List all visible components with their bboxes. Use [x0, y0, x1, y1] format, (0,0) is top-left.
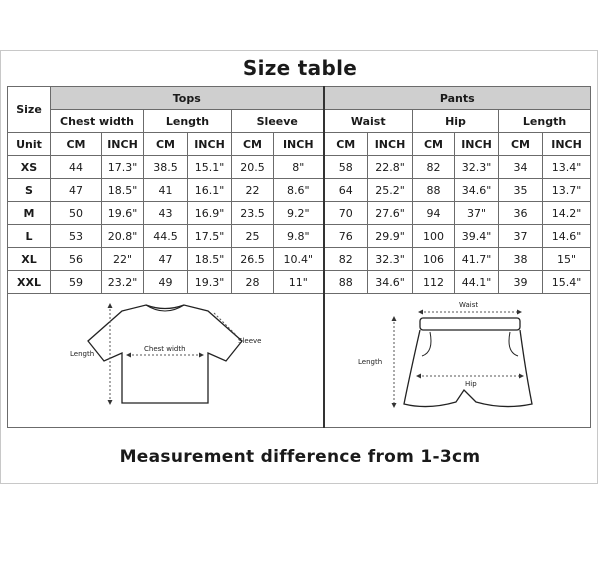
size-row-xl	[8, 248, 591, 271]
value-cell: 34.6"	[368, 271, 413, 294]
size-label: L	[8, 225, 51, 248]
pants-header: Pants	[324, 87, 591, 110]
value-cell: 53	[51, 225, 102, 248]
value-cell: 41.7"	[455, 248, 499, 271]
value-cell: 38.5	[144, 156, 188, 179]
value-cell: 29.9"	[368, 225, 413, 248]
value-cell: 20.8"	[102, 225, 144, 248]
value-cell: 27.6"	[368, 202, 413, 225]
value-cell: 47	[51, 179, 102, 202]
hip-header: Hip	[413, 110, 499, 133]
group-header-row	[8, 87, 591, 110]
value-cell: 22	[232, 179, 274, 202]
value-cell: 39	[499, 271, 543, 294]
value-cell: 82	[413, 156, 455, 179]
unit-cell: CM	[144, 133, 188, 156]
value-cell: 14.6"	[543, 225, 591, 248]
waistband	[420, 318, 520, 330]
unit-cell: INCH	[274, 133, 324, 156]
unit-cell: CM	[51, 133, 102, 156]
unit-cell: INCH	[102, 133, 144, 156]
value-cell: 19.3"	[188, 271, 232, 294]
hip-label: Hip	[465, 380, 477, 388]
value-cell: 106	[413, 248, 455, 271]
value-cell: 15.4"	[543, 271, 591, 294]
tops-length-header: Length	[144, 110, 232, 133]
value-cell: 34.6"	[455, 179, 499, 202]
unit-row	[8, 133, 591, 156]
value-cell: 82	[324, 248, 368, 271]
sleeve-label: Sleeve	[238, 336, 262, 345]
size-row-s	[8, 179, 591, 202]
size-header: Size	[8, 87, 51, 133]
pants-length-header: Length	[499, 110, 591, 133]
size-row-xxl	[8, 271, 591, 294]
value-cell: 43	[144, 202, 188, 225]
value-cell: 35	[499, 179, 543, 202]
value-cell: 88	[413, 179, 455, 202]
size-label: S	[8, 179, 51, 202]
unit-cell: INCH	[543, 133, 591, 156]
value-cell: 50	[51, 202, 102, 225]
value-cell: 28	[232, 271, 274, 294]
unit-cell: CM	[499, 133, 543, 156]
size-rows	[8, 156, 591, 294]
value-cell: 25.2"	[368, 179, 413, 202]
value-cell: 17.3"	[102, 156, 144, 179]
right-pocket	[509, 332, 518, 356]
size-label: XXL	[8, 271, 51, 294]
value-cell: 49	[144, 271, 188, 294]
value-cell: 13.7"	[543, 179, 591, 202]
value-cell: 16.1"	[188, 179, 232, 202]
value-cell: 8"	[274, 156, 324, 179]
value-cell: 37"	[455, 202, 499, 225]
unit-cell: CM	[232, 133, 274, 156]
page-title: Size table	[242, 56, 358, 80]
value-cell: 38	[499, 248, 543, 271]
crop-top-outline	[88, 305, 242, 403]
value-cell: 11"	[274, 271, 324, 294]
value-cell: 9.2"	[274, 202, 324, 225]
size-row-m	[8, 202, 591, 225]
value-cell: 19.6"	[102, 202, 144, 225]
size-row-xs	[8, 156, 591, 179]
value-cell: 44.1"	[455, 271, 499, 294]
value-cell: 36	[499, 202, 543, 225]
tops-diagram-cell	[8, 294, 324, 428]
value-cell: 44	[51, 156, 102, 179]
value-cell: 88	[324, 271, 368, 294]
value-cell: 17.5"	[188, 225, 232, 248]
value-cell: 32.3"	[455, 156, 499, 179]
value-cell: 25	[232, 225, 274, 248]
value-cell: 41	[144, 179, 188, 202]
size-label: XL	[8, 248, 51, 271]
value-cell: 39.4"	[455, 225, 499, 248]
value-cell: 9.8"	[274, 225, 324, 248]
value-cell: 18.5"	[102, 179, 144, 202]
value-cell: 44.5	[144, 225, 188, 248]
value-cell: 37	[499, 225, 543, 248]
unit-cell: CM	[413, 133, 455, 156]
value-cell: 15.1"	[188, 156, 232, 179]
unit-cell: CM	[324, 133, 368, 156]
value-cell: 94	[413, 202, 455, 225]
value-cell: 16.9"	[188, 202, 232, 225]
value-cell: 13.4"	[543, 156, 591, 179]
value-cell: 32.3"	[368, 248, 413, 271]
shorts-outline	[404, 330, 532, 407]
sleeve-header: Sleeve	[232, 110, 324, 133]
diagram-row	[8, 294, 591, 428]
value-cell: 26.5	[232, 248, 274, 271]
pants-diagram-cell	[324, 294, 591, 428]
measure-header-row	[8, 110, 591, 133]
waist-header: Waist	[324, 110, 413, 133]
chest-width-header: Chest width	[51, 110, 144, 133]
size-label: M	[8, 202, 51, 225]
value-cell: 8.6"	[274, 179, 324, 202]
size-row-l	[8, 225, 591, 248]
value-cell: 58	[324, 156, 368, 179]
unit-cell: INCH	[368, 133, 413, 156]
unit-cell: INCH	[188, 133, 232, 156]
value-cell: 10.4"	[274, 248, 324, 271]
value-cell: 20.5	[232, 156, 274, 179]
waist-label: Waist	[459, 301, 479, 309]
value-cell: 76	[324, 225, 368, 248]
chest-width-label: Chest width	[144, 344, 186, 353]
value-cell: 22"	[102, 248, 144, 271]
unit-header: Unit	[8, 133, 51, 156]
value-cell: 59	[51, 271, 102, 294]
tops-length-label: Length	[70, 349, 95, 358]
pants-length-label: Length	[358, 358, 383, 366]
value-cell: 64	[324, 179, 368, 202]
value-cell: 23.2"	[102, 271, 144, 294]
value-cell: 23.5	[232, 202, 274, 225]
measurement-note: Measurement difference from 1-3cm	[119, 447, 481, 467]
unit-cell: INCH	[455, 133, 499, 156]
value-cell: 56	[51, 248, 102, 271]
shorts-diagram	[352, 294, 562, 424]
size-table	[7, 86, 591, 428]
value-cell: 34	[499, 156, 543, 179]
tops-header: Tops	[51, 87, 324, 110]
value-cell: 112	[413, 271, 455, 294]
value-cell: 47	[144, 248, 188, 271]
value-cell: 22.8"	[368, 156, 413, 179]
value-cell: 14.2"	[543, 202, 591, 225]
left-pocket	[422, 332, 431, 356]
value-cell: 18.5"	[188, 248, 232, 271]
value-cell: 100	[413, 225, 455, 248]
value-cell: 70	[324, 202, 368, 225]
size-label: XS	[8, 156, 51, 179]
value-cell: 15"	[543, 248, 591, 271]
crop-top-diagram	[60, 297, 270, 422]
